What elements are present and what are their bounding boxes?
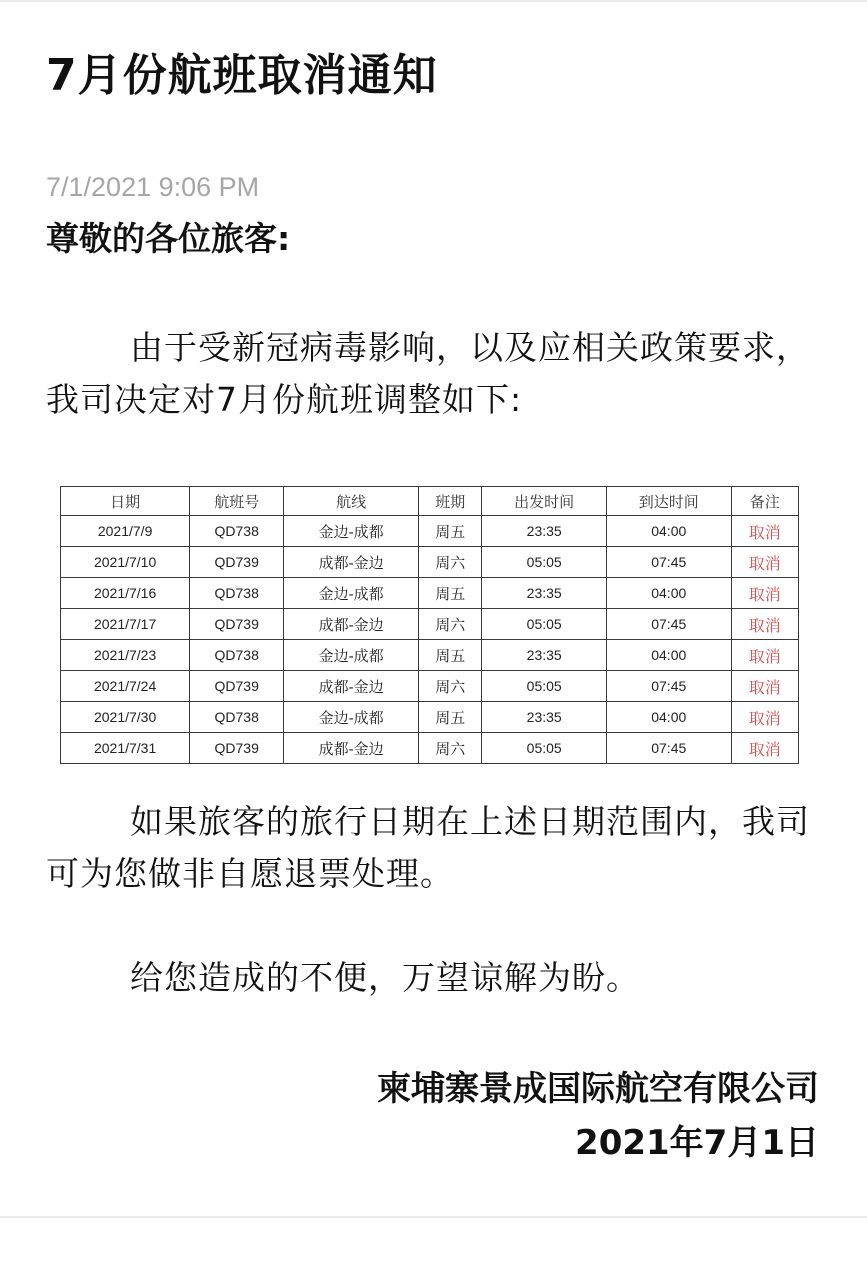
column-header: 备注	[731, 487, 798, 516]
status-cell: 取消	[731, 609, 798, 640]
arrival-cell: 04:00	[606, 578, 731, 609]
column-header: 日期	[61, 487, 190, 516]
post-timestamp: 7/1/2021 9:06 PM	[46, 172, 260, 202]
table-body	[61, 516, 799, 764]
departure-cell: 23:35	[482, 516, 607, 547]
notice-title: 7月份航班取消通知	[46, 50, 438, 101]
table-header-row	[61, 487, 799, 516]
table-row	[61, 671, 799, 702]
route-cell: 金边-成都	[284, 578, 419, 609]
weekday-cell: 周六	[419, 671, 482, 702]
arrival-cell: 07:45	[606, 671, 731, 702]
weekday-cell: 周五	[419, 702, 482, 733]
flight-number-cell: QD739	[190, 547, 284, 578]
table-row	[61, 609, 799, 640]
flight-number-cell: QD739	[190, 733, 284, 764]
date-cell: 2021/7/31	[61, 733, 190, 764]
departure-cell: 23:35	[482, 702, 607, 733]
flight-number-cell: QD738	[190, 516, 284, 547]
departure-cell: 05:05	[482, 671, 607, 702]
weekday-cell: 周六	[419, 609, 482, 640]
table-row	[61, 640, 799, 671]
column-header: 出发时间	[482, 487, 607, 516]
route-cell: 成都-金边	[284, 547, 419, 578]
arrival-cell: 04:00	[606, 640, 731, 671]
departure-cell: 23:35	[482, 640, 607, 671]
route-cell: 成都-金边	[284, 671, 419, 702]
date-cell: 2021/7/17	[61, 609, 190, 640]
status-cell: 取消	[731, 640, 798, 671]
table-row	[61, 578, 799, 609]
flight-number-cell: QD739	[190, 609, 284, 640]
table-row	[61, 516, 799, 547]
column-header: 航班号	[190, 487, 284, 516]
signature-date: 2021年7月1日	[575, 1123, 819, 1163]
arrival-cell: 07:45	[606, 547, 731, 578]
weekday-cell: 周五	[419, 578, 482, 609]
status-cell: 取消	[731, 702, 798, 733]
flight-schedule-table	[60, 486, 799, 764]
status-cell: 取消	[731, 516, 798, 547]
date-cell: 2021/7/16	[61, 578, 190, 609]
date-cell: 2021/7/10	[61, 547, 190, 578]
arrival-cell: 07:45	[606, 609, 731, 640]
departure-cell: 23:35	[482, 578, 607, 609]
arrival-cell: 04:00	[606, 516, 731, 547]
date-cell: 2021/7/30	[61, 702, 190, 733]
column-header: 班期	[419, 487, 482, 516]
status-cell: 取消	[731, 671, 798, 702]
route-cell: 金边-成都	[284, 640, 419, 671]
date-cell: 2021/7/9	[61, 516, 190, 547]
departure-cell: 05:05	[482, 609, 607, 640]
flight-number-cell: QD738	[190, 578, 284, 609]
table-row	[61, 702, 799, 733]
column-header: 到达时间	[606, 487, 731, 516]
departure-cell: 05:05	[482, 733, 607, 764]
table-row	[61, 547, 799, 578]
table-row	[61, 733, 799, 764]
weekday-cell: 周六	[419, 547, 482, 578]
bottom-divider	[0, 1216, 867, 1218]
signature-block	[377, 1062, 819, 1170]
route-cell: 金边-成都	[284, 702, 419, 733]
date-cell: 2021/7/24	[61, 671, 190, 702]
route-cell: 成都-金边	[284, 733, 419, 764]
flight-number-cell: QD738	[190, 702, 284, 733]
route-cell: 成都-金边	[284, 609, 419, 640]
apology-paragraph: 给您造成的不便，万望谅解为盼。	[130, 958, 640, 997]
status-cell: 取消	[731, 547, 798, 578]
column-header: 航线	[284, 487, 419, 516]
weekday-cell: 周五	[419, 516, 482, 547]
greeting: 尊敬的各位旅客:	[46, 219, 291, 258]
flight-number-cell: QD738	[190, 640, 284, 671]
weekday-cell: 周五	[419, 640, 482, 671]
company-name: 柬埔寨景成国际航空有限公司	[377, 1069, 819, 1109]
arrival-cell: 07:45	[606, 733, 731, 764]
refund-paragraph: 如果旅客的旅行日期在上述日期范围内，我司可为您做非自愿退票处理。	[46, 802, 810, 893]
arrival-cell: 04:00	[606, 702, 731, 733]
flight-number-cell: QD739	[190, 671, 284, 702]
top-divider	[0, 0, 867, 2]
status-cell: 取消	[731, 733, 798, 764]
route-cell: 金边-成都	[284, 516, 419, 547]
date-cell: 2021/7/23	[61, 640, 190, 671]
intro-paragraph: 由于受新冠病毒影响，以及应相关政策要求，我司决定对7月份航班调整如下:	[46, 328, 810, 419]
weekday-cell: 周六	[419, 733, 482, 764]
status-cell: 取消	[731, 578, 798, 609]
departure-cell: 05:05	[482, 547, 607, 578]
